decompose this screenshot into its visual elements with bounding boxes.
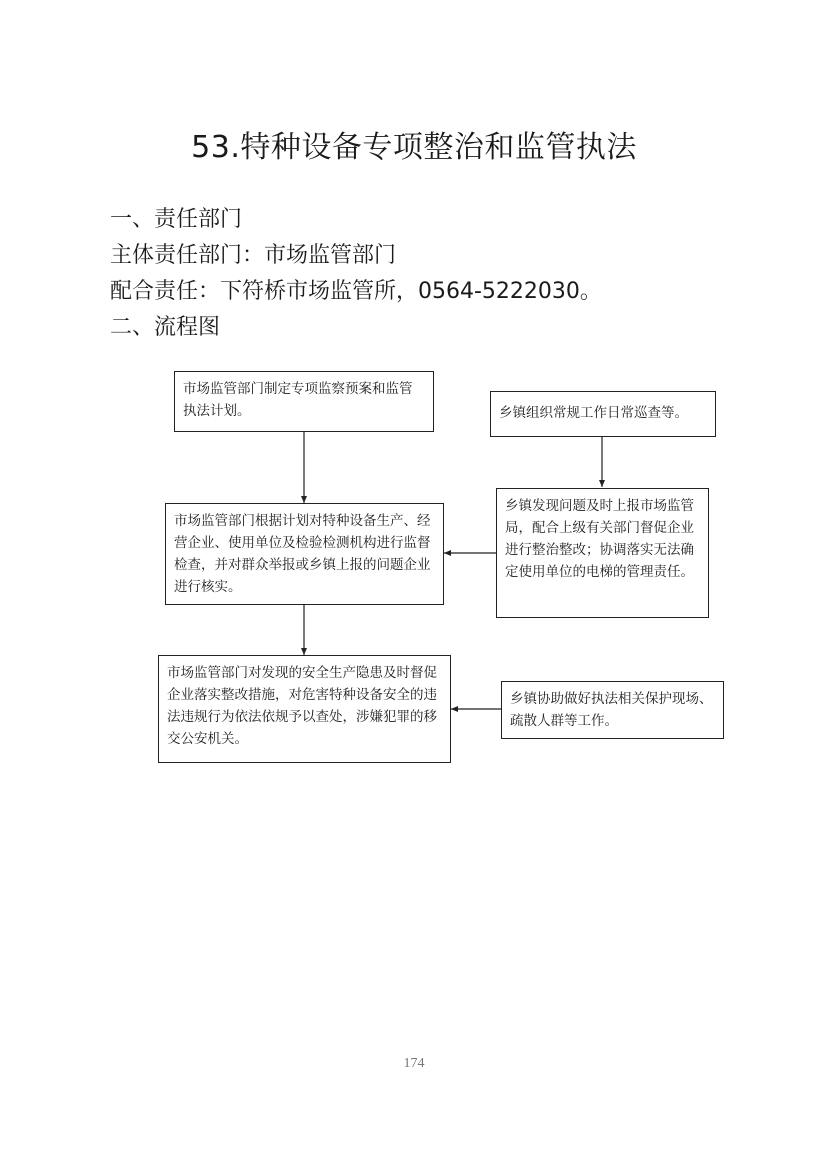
section-heading-flowchart: 二、流程图 xyxy=(110,315,221,340)
page-title: 53.特种设备专项整治和监管执法 xyxy=(191,130,637,165)
flow-box-town-assist: 乡镇协助做好执法相关保护现场、疏散人群等工作。 xyxy=(501,681,724,739)
assisting-responsibility: 配合责任：下符桥市场监管所，0564-5222030。 xyxy=(110,279,602,304)
flow-box-plan: 市场监管部门制定专项监察预案和监管执法计划。 xyxy=(174,371,434,432)
flow-box-enforce: 市场监管部门对发现的安全生产隐患及时督促企业落实整改措施，对危害特种设备安全的违法违规行为依法依规予以查处，涉嫌犯罪的移交公安机关。 xyxy=(158,655,451,763)
main-responsible-department: 主体责任部门：市场监管部门 xyxy=(110,243,397,268)
page-number: 174 xyxy=(403,1056,425,1071)
section-heading-departments: 一、责任部门 xyxy=(110,207,243,232)
flow-box-town-patrol: 乡镇组织常规工作日常巡查等。 xyxy=(490,391,716,437)
flow-box-inspect: 市场监管部门根据计划对特种设备生产、经营企业、使用单位及检验检测机构进行监督检查，并对群众举报或乡镇上报的问题企业进行核实。 xyxy=(165,503,444,605)
flow-box-town-report: 乡镇发现问题及时上报市场监管局，配合上级有关部门督促企业进行整治整改；协调落实无法确定使用单位的电梯的管理责任。 xyxy=(496,488,709,618)
